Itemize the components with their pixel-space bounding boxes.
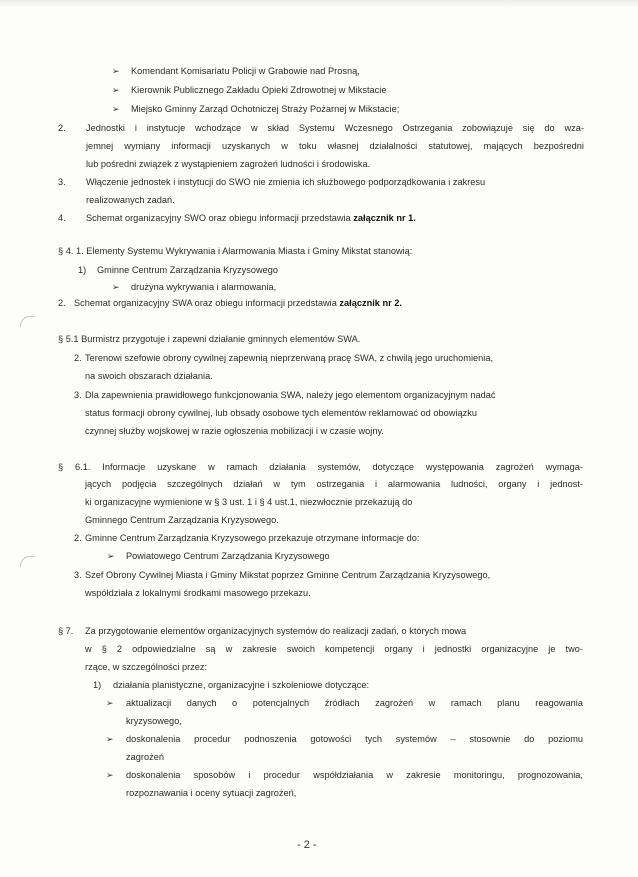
paragraph-line: czynnej służby wojskowej w razie ogłoszenia mobilizacji i w czasie wojny. [85, 426, 384, 436]
paragraph-line: jemnej wymiany informacji uzyskanych w toku własnej działalności statutowej, mających bezpośredni [86, 141, 584, 151]
section-heading: § 4. 1. Elementy Systemu Wykrywania i Alarmowania Miasta i Gminy Mikstat stanowią: [58, 246, 413, 256]
paragraph-line [74, 297, 402, 310]
paragraph-line: Terenowi szefowie obrony cywilnej zapewnią nieprzerwaną pracę SWA, z chwilą jego uruchomienia, [85, 353, 494, 363]
paragraph-line: Za przygotowanie elementów organizacyjnych systemów do realizacji zadań, o których mowa [85, 626, 467, 636]
paragraph-number: 2. [58, 123, 66, 133]
list-item: Miejsko Gminny Zarząd Ochotniczej Straży Pożarnej w Mikstacie; [131, 104, 400, 114]
paragraph-line: lub pośredni związek z wystąpieniem zagrożeń ludności i środowiska. [86, 159, 371, 169]
paragraph-line: Dla zapewnienia prawidłowego funkcjonowania SWA, należy jego elementom organizacyjnym nadać [85, 390, 496, 400]
paragraph-line: na swoich obszarach działania. [85, 371, 213, 381]
paragraph-line: Włączenie jednostek i instytucji do SWO nie zmienia ich służbowego podporządkowania i zakresu [86, 177, 486, 187]
paragraph-line: Szef Obrony Cywilnej Miasta i Gminy Mikstat poprzez Gminne Centrum Zarządzania Kryzysowego, [85, 570, 491, 580]
paragraph-text: Schemat organizacyjny SWO oraz obiegu informacji przedstawia [86, 213, 351, 223]
paragraph-line: współdziała z lokalnymi środkami masowego przekazu. [85, 588, 311, 598]
list-item: aktualizacji danych o potencjalnych źródłach zagrożeń w ramach planu reagowania [126, 698, 583, 708]
paragraph-number: 3. [74, 570, 82, 580]
paragraph-line: realizowanych zadań. [86, 195, 175, 205]
paragraph-number: 2. [74, 353, 82, 363]
paragraph-number: 4. [58, 213, 66, 223]
bullet-icon: ➢ [106, 770, 114, 780]
bullet-icon: ➢ [107, 551, 115, 561]
paragraph-text: Schemat organizacyjny SWA oraz obiegu informacji przedstawia [74, 298, 337, 308]
list-item: drużyna wykrywania i alarmowania, [131, 282, 277, 292]
paragraph-line: w § 2 odpowiedzialne są w zakresie swoich kompetencji organy i jednostki organizacyjne je two- [85, 644, 583, 654]
paragraph-line: rzące, w szczególności przez: [85, 662, 208, 672]
bullet-icon: ➢ [112, 282, 120, 292]
paragraph-line: status formacji obrony cywilnej, lub obsady osobowe tych elementów reklamować od obowiązku [85, 408, 477, 418]
bullet-icon: ➢ [112, 66, 120, 76]
list-item: Komendant Komisariatu Policji w Grabowie nad Prosną, [131, 66, 360, 76]
item-number: 1) [78, 265, 87, 275]
scan-shadow [0, 0, 638, 8]
list-item: rozpoznawania i oceny sytuacji zagrożeń, [126, 788, 297, 798]
list-item: Kierownik Publicznego Zakładu Opieki Zdrowotnej w Mikstacie [131, 85, 387, 95]
section-heading: § 6.1. Informacje uzyskane w ramach działania systemów, dotyczące występowania zagrożeń wymaga- [58, 462, 583, 472]
punch-hole-mark [20, 556, 35, 567]
list-item: kryzysowego, [126, 716, 182, 726]
bullet-icon: ➢ [106, 698, 114, 708]
item-number: 1) [93, 680, 102, 690]
paragraph-line: Gminne Centrum Zarządzania Kryzysowego przekazuje otrzymane informacje do: [85, 533, 420, 543]
bullet-icon: ➢ [112, 104, 120, 114]
punch-hole-mark [20, 316, 35, 327]
paragraph-number: 3. [58, 177, 66, 187]
attachment-reference: załącznik nr 1. [353, 213, 416, 223]
section-heading: § 5.1 Burmistrz przygotuje i zapewni działanie gminnych elementów SWA. [58, 334, 361, 344]
attachment-reference: załącznik nr 2. [339, 298, 403, 308]
paragraph-number: 3. [74, 390, 82, 400]
list-item: doskonalenia sposobów i procedur współdziałania w zakresie monitoringu, prognozowania, [126, 770, 583, 780]
paragraph-line: jących podjęcia szczególnych działań w tym ostrzegania i alarmowania ludności, organy i jednost- [85, 479, 583, 489]
paragraph-line: Gminnego Centrum Zarządzania Kryzysowego. [85, 515, 279, 525]
bullet-icon: ➢ [112, 85, 120, 95]
list-item: zagrożeń [126, 752, 164, 762]
list-item: Powiatowego Centrum Zarządzania Kryzysowego [126, 551, 330, 561]
list-item: doskonalenia procedur podnoszenia gotowości tych systemów – stosownie do poziomu [126, 734, 583, 744]
paragraph-number: 2. [74, 533, 82, 543]
bullet-icon: ➢ [106, 734, 114, 744]
list-item: działania planistyczne, organizacyjne i szkoleniowe dotyczące: [113, 680, 370, 690]
paragraph-line [86, 212, 416, 225]
section-number: § 7. [58, 626, 74, 636]
page-number: - 2 - [297, 839, 317, 851]
paragraph-number: 2. [58, 298, 66, 308]
paragraph-line: ki organizacyjne wymienione w § 3 ust. 1 i § 4 ust.1, niezwłocznie przekazują do [85, 497, 413, 507]
paragraph-line: Jednostki i instytucje wchodzące w skład Systemu Wczesnego Ostrzegania zobowiązuje się do wza- [86, 123, 584, 133]
list-item: Gminne Centrum Zarządzania Kryzysowego [97, 265, 279, 275]
